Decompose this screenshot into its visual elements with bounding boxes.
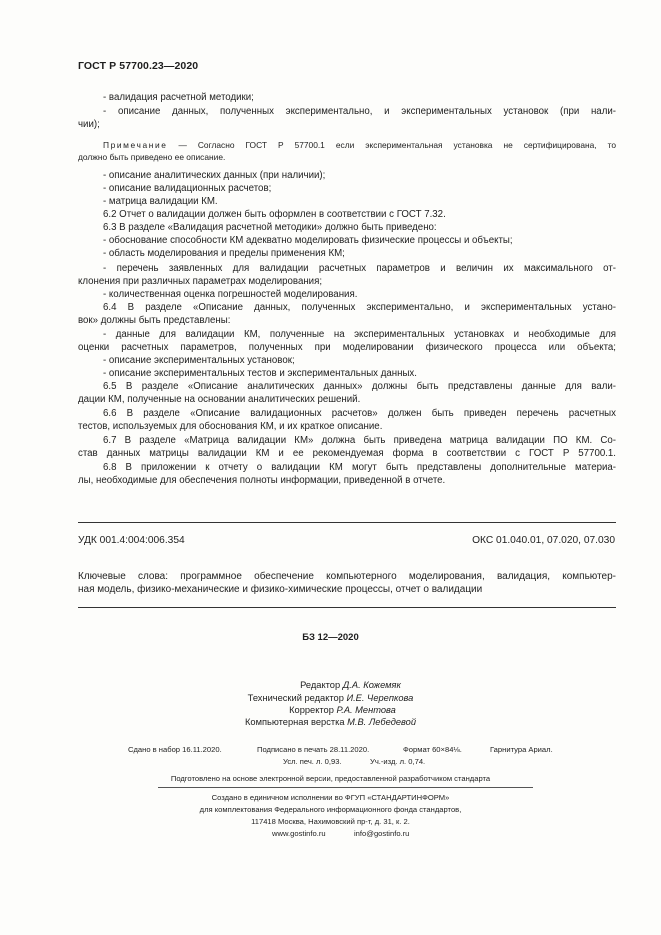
created-line-1: Создано в единичном исполнении во ФГУП «СТАНДАРТИНФОРМ» [211,793,450,802]
corrector-credit [12,705,661,715]
clause-6-8: 6.8 В приложении к отчету о валидации КМ могут быть представлены дополнительные материа- [103,462,616,473]
email[interactable]: info@gostinfo.ru [354,829,410,838]
note-line-2: должно быть приведено ее описание. [78,152,226,162]
prepared-note: Подготовлено на основе электронной версии, предоставленной разработчиком стандарта [170,774,491,783]
editor-role: Редактор [300,680,343,690]
page-header-standard-number: ГОСТ Р 57700.23—2020 [78,60,199,72]
paper-format: Формат 60×84⅛. [403,745,462,754]
list-item: - перечень заявленных для валидации расчетных параметров и величин их максимального от- [103,263,616,274]
list-item: - описание экспериментальных установок; [103,355,295,366]
tech-editor-name: И.Е. Черепкова [346,693,414,703]
oks-code: ОКС 01.040.01, 07.020, 07.030 [472,535,615,546]
list-item: - описание данных, полученных экспериментально, и экспериментальных установок (при нали- [103,106,616,117]
clause-6-2: 6.2 Отчет о валидации должен быть оформлен в соответствии с ГОСТ 7.32. [103,209,446,220]
clause-6-4-continuation: вок» должны быть представлены: [78,315,231,326]
list-item: - описание валидационных расчетов; [103,183,272,194]
website[interactable]: www.gostinfo.ru [272,829,326,838]
list-item: - количественная оценка погрешностей моделирования. [103,289,358,300]
udk-code: УДК 001.4:004:006.354 [78,535,185,546]
divider [158,787,533,788]
list-item: - валидация расчетной методики; [103,92,254,103]
list-item: - область моделирования и пределы применения КМ; [103,248,345,259]
keywords-line-1: Ключевые слова: программное обеспечение компьютерного моделирования, валидация, компьютер- [78,571,616,582]
list-item: - описание экспериментальных тестов и экспериментальных данных. [103,368,417,379]
clause-6-5: 6.5 В разделе «Описание аналитических данных» должны быть представлены данные для вали- [103,381,616,392]
clause-6-6: 6.6 В разделе «Описание валидационных расчетов» должен быть приведен перечень расчетных [103,408,616,419]
list-item-continuation: клонения при различных параметрах моделирования; [78,276,323,287]
divider [78,522,616,523]
note-line-1 [103,139,616,151]
clause-6-7: 6.7 В разделе «Матрица валидации КМ» должна быть приведена матрица валидации ПО КМ. Со- [103,435,616,446]
list-item-continuation: чии); [78,119,100,130]
clause-6-8-continuation: лы, необходимые для обеспечения полноты информации, приведенной в отчете. [78,475,446,486]
list-item: - данные для валидации КМ, полученные на экспериментальных установках и необходимые для [103,329,616,340]
list-item: - матрица валидации КМ. [103,196,218,207]
tech-editor-role: Технический редактор [247,693,347,703]
printed-sheets: Усл. печ. л. 0,93. [283,757,342,766]
divider [78,607,616,608]
clause-6-5-continuation: дации КМ, полученные на основании аналитических решений. [78,394,361,405]
editor-name: Д.А. Кожемяк [342,680,401,690]
address: 117418 Москва, Нахимовский пр-т, д. 31, к. 2. [251,817,410,826]
clause-6-3: 6.3 В разделе «Валидация расчетной методики» должно быть приведено: [103,222,437,233]
layout-name: М.В. Лебедевой [347,717,416,727]
signed-to-print-date: Подписано в печать 28.11.2020. [257,745,370,754]
note-label: Примечание [103,140,168,150]
list-item: - обоснование способности КМ адекватно моделировать физические процессы и объекты; [103,235,513,246]
corrector-name: Р.А. Ментова [336,705,396,715]
clause-6-7-continuation: став данных матрицы валидации КМ и ее рекомендуемая форма в соответствии с ГОСТ Р 57700.1. [78,448,616,459]
typeface: Гарнитура Ариал. [490,745,553,754]
note-text-1: — Согласно ГОСТ Р 57700.1 если экспериментальная установка не сертифицирована, то [167,140,616,150]
keywords-line-2: ная модель, физико-механические и физико-химические процессы, отчет о валидации [78,584,483,595]
clause-6-4: 6.4 В разделе «Описание данных, полученных экспериментально, и экспериментальных устано- [103,302,616,313]
layout-role: Компьютерная верстка [245,717,348,727]
sent-to-set-date: Сдано в набор 16.11.2020. [128,745,222,754]
list-item-continuation: оценки расчетных параметров, полученных при моделировании физического процесса или объекта; [78,342,616,353]
tech-editor-credit [0,693,661,703]
layout-credit [0,717,661,727]
created-line-2: для комплектования Федерального информационного фонда стандартов, [199,805,462,814]
publisher-sheets: Уч.-изд. л. 0,74. [370,757,426,766]
corrector-role: Корректор [289,705,337,715]
editor-credit [20,680,661,690]
list-item: - описание аналитических данных (при наличии); [103,170,326,181]
bz-number: БЗ 12—2020 [302,632,359,643]
clause-6-6-continuation: тестов, используемых для обоснования КМ, и их краткое описание. [78,421,383,432]
